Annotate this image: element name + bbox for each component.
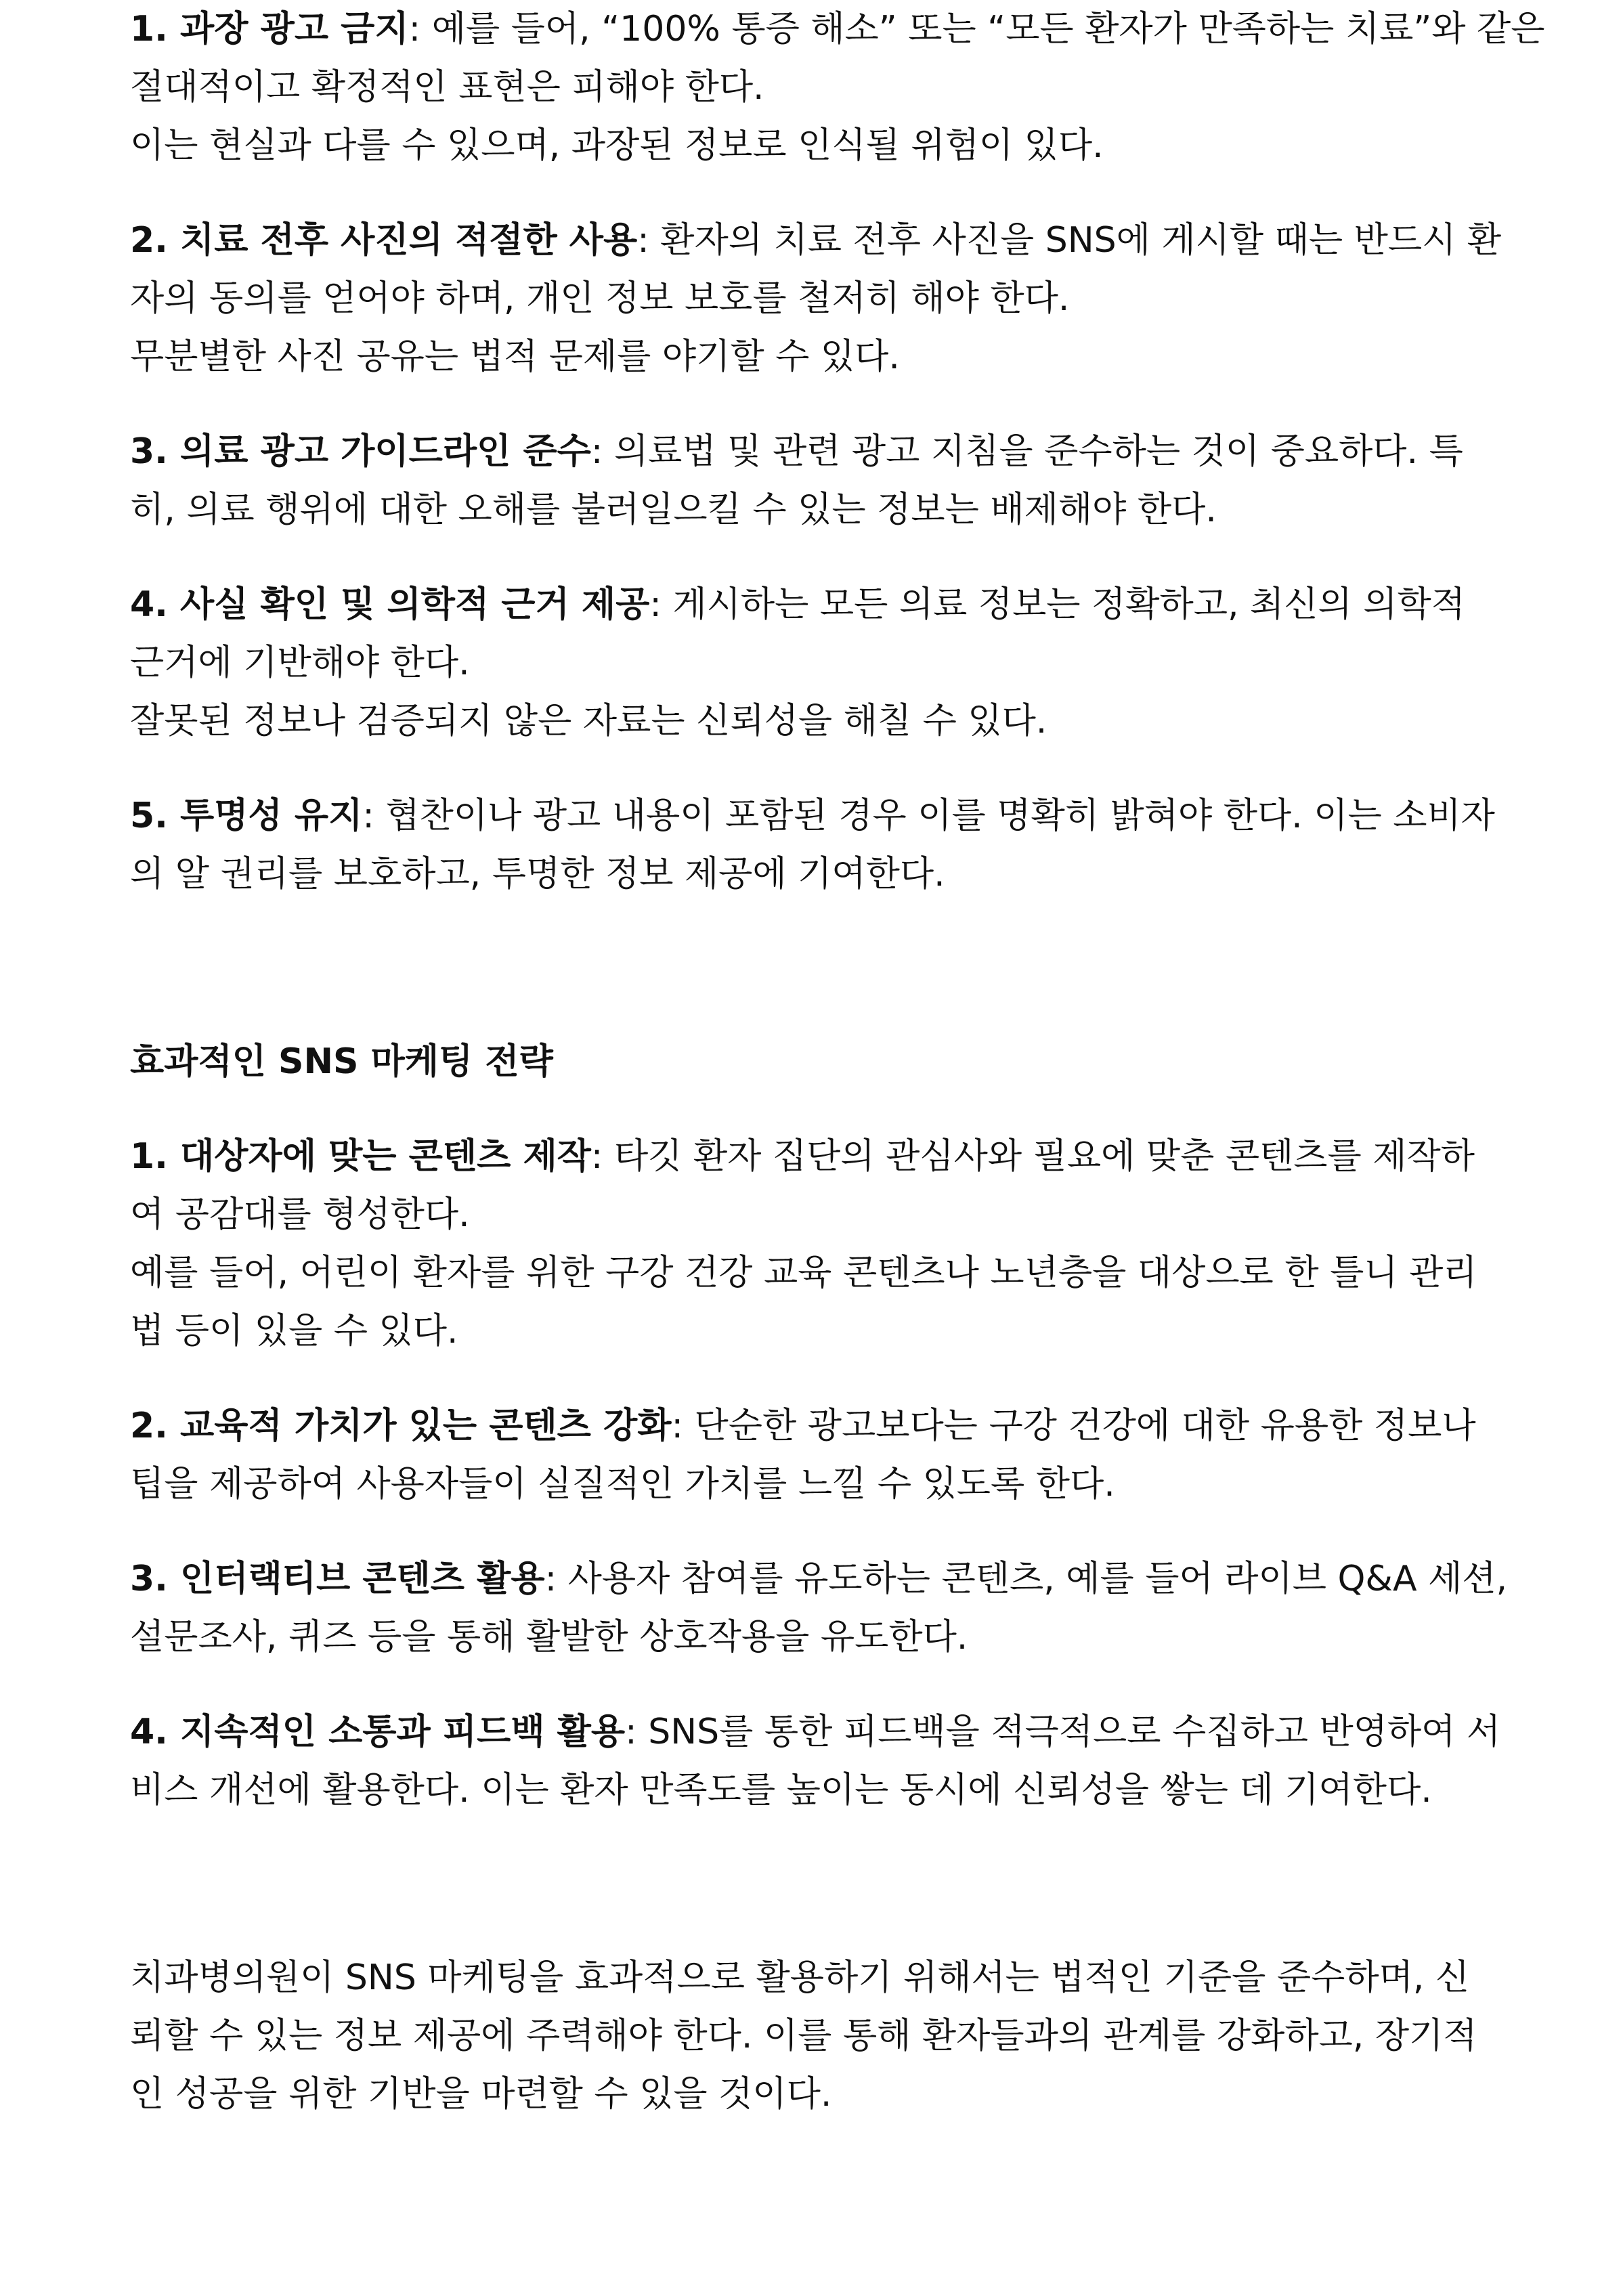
item-1-line-1: 1. 과장 광고 금지: 예를 들어, “100% 통증 해소” 또는 “모든 환자가 만족하는 치료”와 같은 [130,9,1545,49]
strategy-2-line-1: 2. 교육적 가치가 있는 콘텐츠 강화: 단순한 광고보다는 구강 건강에 대한 유용한 정보나 [130,1406,1476,1446]
conclusion-line-1: 치과병의원이 SNS 마케팅을 효과적으로 활용하기 위해서는 법적인 기준을 준수하며, 신 [130,1957,1470,1998]
strategy-4-line-1: 4. 지속적인 소통과 피드백 활용: SNS를 통한 피드백을 적극적으로 수집하고 반영하여 서 [130,1712,1501,1752]
item-2-title: 2. 치료 전후 사진의 적절한 사용 [130,220,638,261]
item-3-line-2: 히, 의료 행위에 대한 오해를 불러일으킬 수 있는 정보는 배제해야 한다. [130,490,1217,530]
item-1-line-2: 절대적이고 확정적인 표현은 피해야 한다. [130,67,764,108]
item-5-line-1: 5. 투명성 유지: 협찬이나 광고 내용이 포함된 경우 이를 명확히 밝혀야 한다. 이는 소비자 [130,796,1495,836]
item-4-line-3: 잘못된 정보나 검증되지 않은 자료는 신뢰성을 해칠 수 있다. [130,701,1047,741]
item-2-line-2: 자의 동의를 얻어야 하며, 개인 정보 보호를 철저히 해야 한다. [130,278,1070,319]
item-2-line-3: 무분별한 사진 공유는 법적 문제를 야기할 수 있다. [130,337,900,377]
strategy-1-line-4: 법 등이 있을 수 있다. [130,1311,458,1351]
strategy-3-title: 3. 인터랙티브 콘텐츠 활용 [130,1559,545,1599]
strategy-1-line-1: 1. 대상자에 맞는 콘텐츠 제작: 타깃 환자 집단의 관심사와 필요에 맞춘 콘텐츠를 제작하 [130,1136,1475,1177]
item-3-title: 3. 의료 광고 가이드라인 준수 [130,431,591,472]
item-4-title: 4. 사실 확인 및 의학적 근거 제공 [130,584,650,625]
item-5-title: 5. 투명성 유지 [130,796,363,836]
strategy-3-line-1: 3. 인터랙티브 콘텐츠 활용: 사용자 참여를 유도하는 콘텐츠, 예를 들어 라이브 Q&A 세션, [130,1559,1508,1599]
strategy-1-line-2: 여 공감대를 형성한다. [130,1194,470,1235]
item-1-line-3: 이는 현실과 다를 수 있으며, 과장된 정보로 인식될 위험이 있다. [130,125,1104,166]
strategy-2-title: 2. 교육적 가치가 있는 콘텐츠 강화 [130,1406,672,1446]
item-4-line-1: 4. 사실 확인 및 의학적 근거 제공: 게시하는 모든 의료 정보는 정확하고, 최신의 의학적 [130,584,1465,625]
conclusion-line-3: 인 성공을 위한 기반을 마련할 수 있을 것이다. [130,2074,832,2115]
strategy-4-line-2: 비스 개선에 활용한다. 이는 환자 만족도를 높이는 동시에 신뢰성을 쌓는 데 기여한다. [130,1770,1432,1811]
strategy-3-line-2: 설문조사, 퀴즈 등을 통해 활발한 상호작용을 유도한다. [130,1617,968,1658]
item-3-line-1: 3. 의료 광고 가이드라인 준수: 의료법 및 관련 광고 지침을 준수하는 것이 중요하다. 특 [130,431,1463,472]
strategy-4-title: 4. 지속적인 소통과 피드백 활용 [130,1712,626,1752]
strategy-1-line-3: 예를 들어, 어린이 환자를 위한 구강 건강 교육 콘텐츠나 노년층을 대상으로 한 틀니 관리 [130,1253,1477,1293]
item-1-title: 1. 과장 광고 금지 [130,9,409,49]
section-heading: 효과적인 SNS 마케팅 전략 [130,1041,553,1082]
item-5-line-2: 의 알 권리를 보호하고, 투명한 정보 제공에 기여한다. [130,854,945,894]
item-4-line-2: 근거에 기반해야 한다. [130,643,470,683]
strategy-1-title: 1. 대상자에 맞는 콘텐츠 제작 [130,1136,591,1177]
conclusion-line-2: 뢰할 수 있는 정보 제공에 주력해야 한다. 이를 통해 환자들과의 관계를 강화하고, 장기적 [130,2016,1477,2056]
strategy-2-line-2: 팁을 제공하여 사용자들이 실질적인 가치를 느낄 수 있도록 한다. [130,1464,1115,1504]
item-2-line-1: 2. 치료 전후 사진의 적절한 사용: 환자의 치료 전후 사진을 SNS에 게시할 때는 반드시 환 [130,220,1502,261]
